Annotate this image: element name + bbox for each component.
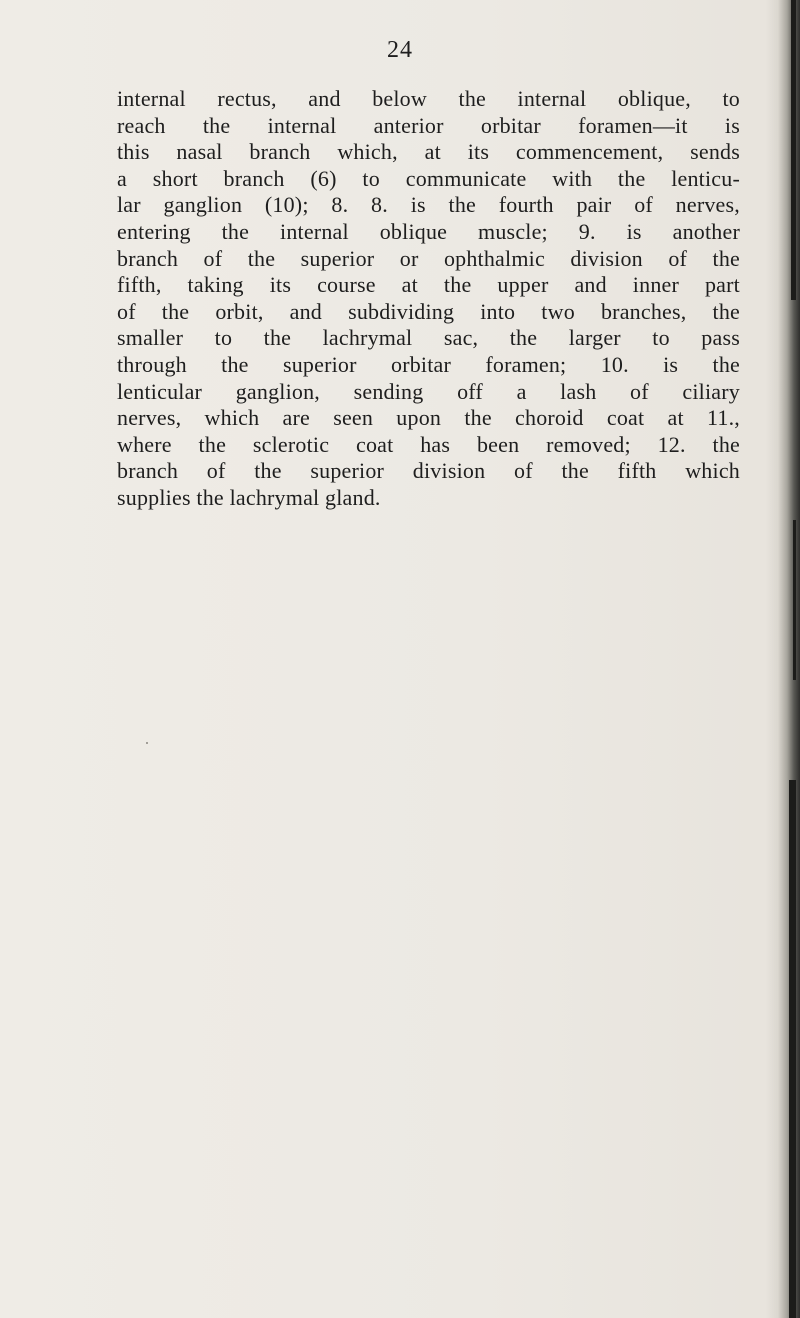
- text-line: through the superior orbitar foramen; 10. is the: [117, 351, 740, 377]
- text-line: lenticular ganglion, sending off a lash of ciliary: [117, 378, 740, 404]
- text-line: a short branch (6) to communicate with the lenticu-: [117, 165, 740, 191]
- binding-edge-mark: [793, 520, 796, 680]
- text-line: smaller to the lachrymal sac, the larger to pass: [117, 325, 740, 351]
- text-line: supplies the lachrymal gland.: [117, 484, 381, 510]
- text-line: branch of the superior division of the fifth which: [117, 458, 740, 484]
- text-line: internal rectus, and below the internal oblique, to: [117, 86, 740, 111]
- text-line: branch of the superior or ophthalmic division of the: [117, 245, 740, 271]
- text-line: nerves, which are seen upon the choroid coat at 11.,: [117, 405, 740, 431]
- text-line: where the sclerotic coat has been removed; 12. the: [117, 431, 740, 457]
- paper-speck: [146, 742, 148, 744]
- text-line: reach the internal anterior orbitar foramen—it is: [117, 112, 740, 138]
- body-paragraph: [117, 86, 740, 512]
- text-line: entering the internal oblique muscle; 9. is another: [117, 218, 740, 244]
- binding-edge-mark: [789, 780, 796, 1318]
- page-number: 24: [387, 37, 413, 63]
- text-line: this nasal branch which, at its commencement, sends: [117, 139, 740, 165]
- text-line: lar ganglion (10); 8. 8. is the fourth pair of nerves,: [117, 192, 740, 218]
- text-line: of the orbit, and subdividing into two branches, the: [117, 298, 740, 324]
- text-line: fifth, taking its course at the upper and inner part: [117, 272, 740, 298]
- binding-edge-mark: [791, 0, 796, 300]
